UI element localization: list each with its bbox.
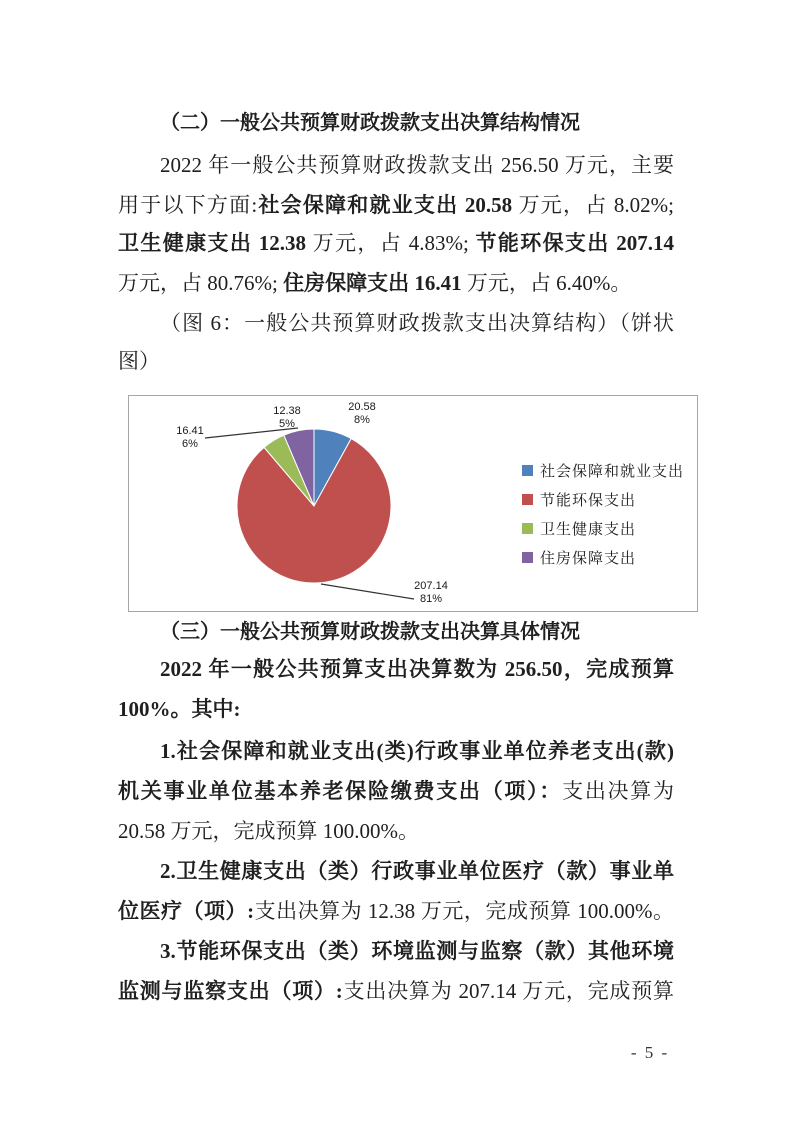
legend-item bbox=[522, 543, 684, 572]
line-text-bold: 社会保障和就业支出 20.58 bbox=[257, 193, 519, 217]
line-text: 支出决算为 12.38 万元，完成预算 100.00%。 bbox=[254, 899, 674, 923]
line-text-bold: 位医疗（项）: bbox=[118, 899, 255, 923]
line-text: 20.58 万元，完成预算 100.00%。 bbox=[118, 819, 419, 843]
paragraph-line bbox=[118, 656, 674, 682]
item-2-line bbox=[118, 858, 674, 884]
slice-percent: 81% bbox=[419, 593, 443, 605]
paragraph-line bbox=[118, 192, 674, 218]
line-text-bold: 3.节能环保支出（类）环境监测与监察（款）其他环境 bbox=[160, 939, 674, 963]
item-3-line bbox=[118, 938, 674, 964]
line-text-bold: 1.社会保障和就业支出(类)行政事业单位养老支出(款) bbox=[160, 739, 674, 763]
legend-item bbox=[522, 514, 684, 543]
paragraph-line bbox=[118, 230, 674, 256]
figure-caption-line bbox=[118, 348, 674, 374]
page-number: - 5 - bbox=[630, 1043, 670, 1062]
legend-swatch-icon bbox=[522, 465, 533, 476]
paragraph-line bbox=[118, 152, 674, 178]
item-1-line bbox=[118, 818, 674, 844]
slice-label-health bbox=[259, 405, 315, 431]
line-text-bold: 监测与监察支出（项）: bbox=[118, 979, 343, 1003]
item-1-line bbox=[118, 738, 674, 764]
line-text: （图 6：一般公共预算财政拨款支出决算结构）（饼状 bbox=[160, 311, 674, 335]
section-3-heading bbox=[118, 619, 674, 645]
line-text-bold: 住房保障支出 16.41 bbox=[283, 271, 467, 295]
line-text: 用于以下方面: bbox=[118, 193, 258, 217]
paragraph-line bbox=[118, 270, 674, 296]
slice-percent: 6% bbox=[182, 438, 198, 450]
line-text: 图） bbox=[118, 349, 160, 373]
line-text: 2022 年一般公共预算财政拨款支出 256.50 万元，主要 bbox=[160, 153, 674, 177]
line-text-bold: 机关事业单位基本养老保险缴费支出（项）： bbox=[118, 779, 563, 803]
legend-item bbox=[522, 485, 684, 514]
legend-label: 卫生健康支出 bbox=[540, 521, 637, 538]
slice-label-social-security bbox=[334, 401, 390, 427]
line-text-bold: 卫生健康支出 12.38 bbox=[118, 231, 313, 255]
legend-label: 住房保障支出 bbox=[540, 550, 637, 567]
chart-legend bbox=[522, 456, 684, 572]
item-2-line bbox=[118, 898, 674, 924]
line-text: 万元，占 6.40%。 bbox=[466, 271, 632, 295]
line-text: 万元，占 4.83%; bbox=[312, 231, 476, 255]
slice-percent: 5% bbox=[279, 418, 295, 430]
pie-slices bbox=[237, 429, 391, 583]
line-text-bold: 2022 年一般公共预算支出决算数为 256.50，完成预算 bbox=[160, 657, 674, 681]
slice-value: 207.14 bbox=[414, 580, 448, 592]
line-text-bold: 2.卫生健康支出（类）行政事业单位医疗（款）事业单 bbox=[160, 859, 674, 883]
section-2-heading bbox=[118, 110, 674, 136]
legend-label: 社会保障和就业支出 bbox=[540, 463, 685, 480]
slice-label-housing bbox=[162, 425, 218, 451]
legend-swatch-icon bbox=[522, 494, 533, 505]
line-text: 支出决算为 bbox=[562, 779, 675, 803]
legend-swatch-icon bbox=[522, 552, 533, 563]
heading-text: （三）一般公共预算财政拨款支出决算具体情况 bbox=[160, 621, 580, 643]
line-text: 万元，占 80.76%; bbox=[118, 271, 284, 295]
figure-caption-line bbox=[118, 310, 674, 336]
paragraph-line bbox=[118, 696, 674, 722]
item-1-line bbox=[118, 778, 674, 804]
heading-text: （二）一般公共预算财政拨款支出决算结构情况 bbox=[160, 112, 580, 134]
pie-chart-figure bbox=[128, 395, 698, 612]
item-3-line bbox=[118, 978, 674, 1004]
line-text: 支出决算为 207.14 万元，完成预算 bbox=[342, 979, 674, 1003]
line-text-bold: 100%。其中: bbox=[118, 697, 241, 721]
slice-label-environment bbox=[401, 580, 461, 606]
slice-percent: 8% bbox=[354, 414, 370, 426]
line-text: 万元，占 8.02%; bbox=[518, 193, 675, 217]
legend-swatch-icon bbox=[522, 523, 533, 534]
line-text-bold: 节能环保支出 207.14 bbox=[475, 231, 675, 255]
legend-item bbox=[522, 456, 684, 485]
slice-value: 12.38 bbox=[273, 405, 301, 417]
slice-value: 16.41 bbox=[176, 425, 204, 437]
legend-label: 节能环保支出 bbox=[540, 492, 637, 509]
slice-value: 20.58 bbox=[348, 401, 376, 413]
